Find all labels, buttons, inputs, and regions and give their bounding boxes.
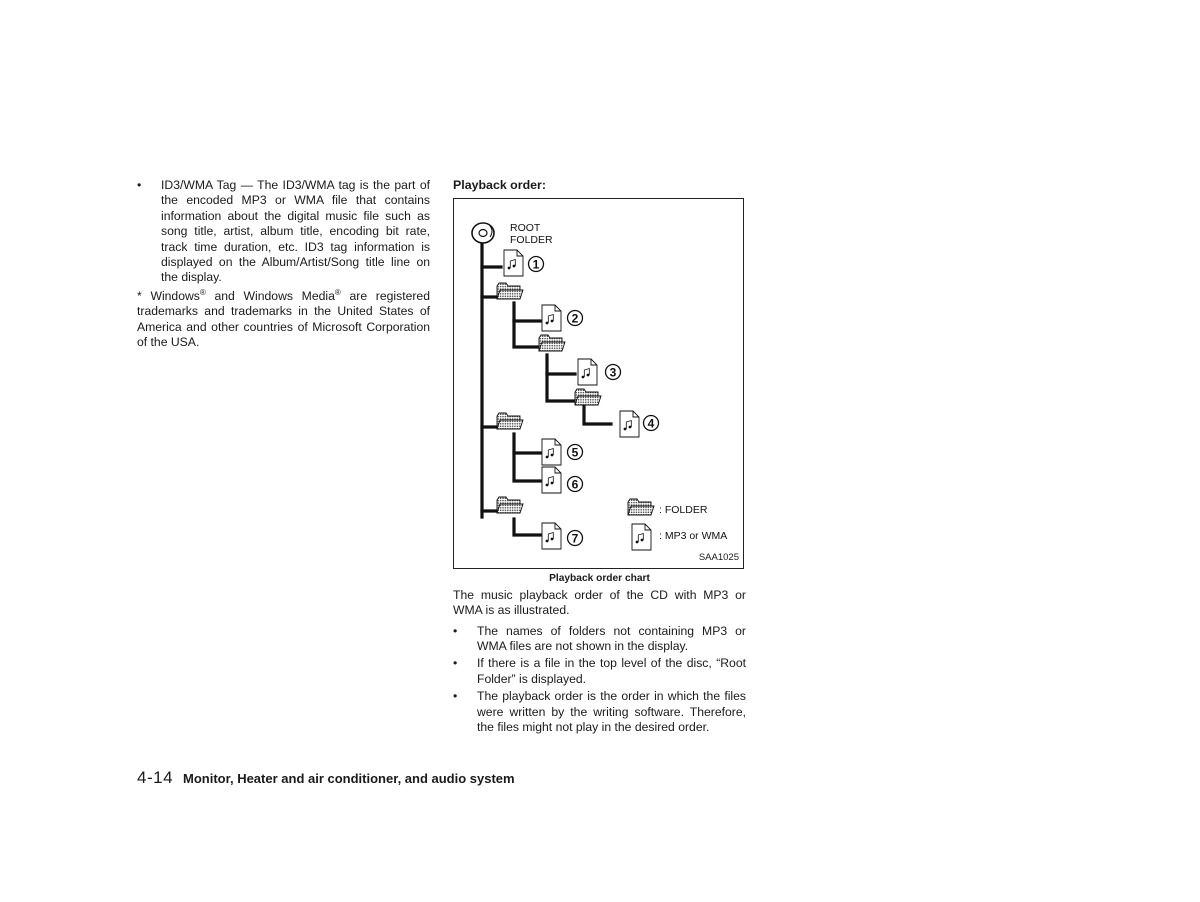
legend-folder-label: : FOLDER: [659, 504, 708, 517]
registered-mark: ®: [334, 287, 341, 297]
cd-disc-icon: [472, 223, 494, 243]
music-file-icon: [620, 411, 639, 437]
music-file-icon: [504, 250, 523, 276]
playback-order-chart: [453, 198, 744, 569]
figure-caption: Playback order chart: [549, 573, 650, 585]
legend-folder-icon: [628, 499, 654, 515]
music-file-icon: [578, 359, 597, 385]
left-column: [137, 178, 430, 350]
folder-icon: [497, 413, 523, 429]
page-footer: [137, 768, 515, 792]
folder-icon: [497, 283, 523, 299]
chapter-title: Monitor, Heater and air conditioner, and audio system: [183, 771, 515, 786]
right-column: [453, 178, 746, 738]
track-number: 4: [647, 416, 655, 431]
track-number: 1: [532, 257, 540, 272]
music-file-icon: [542, 467, 561, 493]
track-number: 7: [571, 531, 579, 546]
legend-file-icon: [632, 524, 651, 550]
section-title: Playback order:: [453, 178, 546, 192]
track-number: 3: [609, 365, 617, 380]
trademark-suffix: are registered trademarks and trademarks in the United States of America and other countries of Microsoft Corporation of the USA.: [137, 288, 430, 350]
intro-paragraph: The music playback order of the CD with MP3 or WMA is as illustrated.: [453, 587, 746, 618]
legend-file-label: : MP3 or WMA: [659, 530, 728, 543]
figure-code: SAA1025: [698, 552, 739, 563]
track-number: 5: [571, 445, 579, 460]
bullet-root-folder: • If there is a file in the top level of the disc, “Root Folder” is displayed.: [453, 656, 746, 687]
folder-icon: [539, 335, 565, 351]
trademark-prefix: * Windows: [137, 288, 200, 303]
bullet-folder-names: • The names of folders not containing MP3 or WMA files are not shown in the display.: [453, 624, 746, 655]
folder-icon: [497, 497, 523, 513]
folder-icon: [575, 389, 601, 405]
root-label-line2: FOLDER: [510, 234, 553, 247]
track-number: 6: [571, 477, 579, 492]
id3-tag-bullet: • ID3/WMA Tag — The ID3/WMA tag is the part of the encoded MP3 or WMA file that contains information about the digital music file such as song title, artist, album title, encoding bit rate, track time duration, etc. ID3 tag information is displayed on the Album/Artist/Song title line on the display.: [137, 178, 430, 286]
track-number: 2: [571, 311, 579, 326]
registered-mark: ®: [199, 287, 206, 297]
playback-tree-diagram: [454, 199, 745, 570]
music-file-icon: [542, 439, 561, 465]
trademark-mid: and Windows Media: [205, 288, 335, 303]
root-label-line1: ROOT: [510, 222, 541, 235]
music-file-icon: [542, 305, 561, 331]
bullet-playback-order: • The playback order is the order in which the files were written by the writing software. Therefore, the files might not play in the desired order.: [453, 689, 746, 735]
trademark-note: [137, 289, 430, 351]
music-file-icon: [542, 523, 561, 549]
page-number: 4-14: [137, 768, 174, 787]
